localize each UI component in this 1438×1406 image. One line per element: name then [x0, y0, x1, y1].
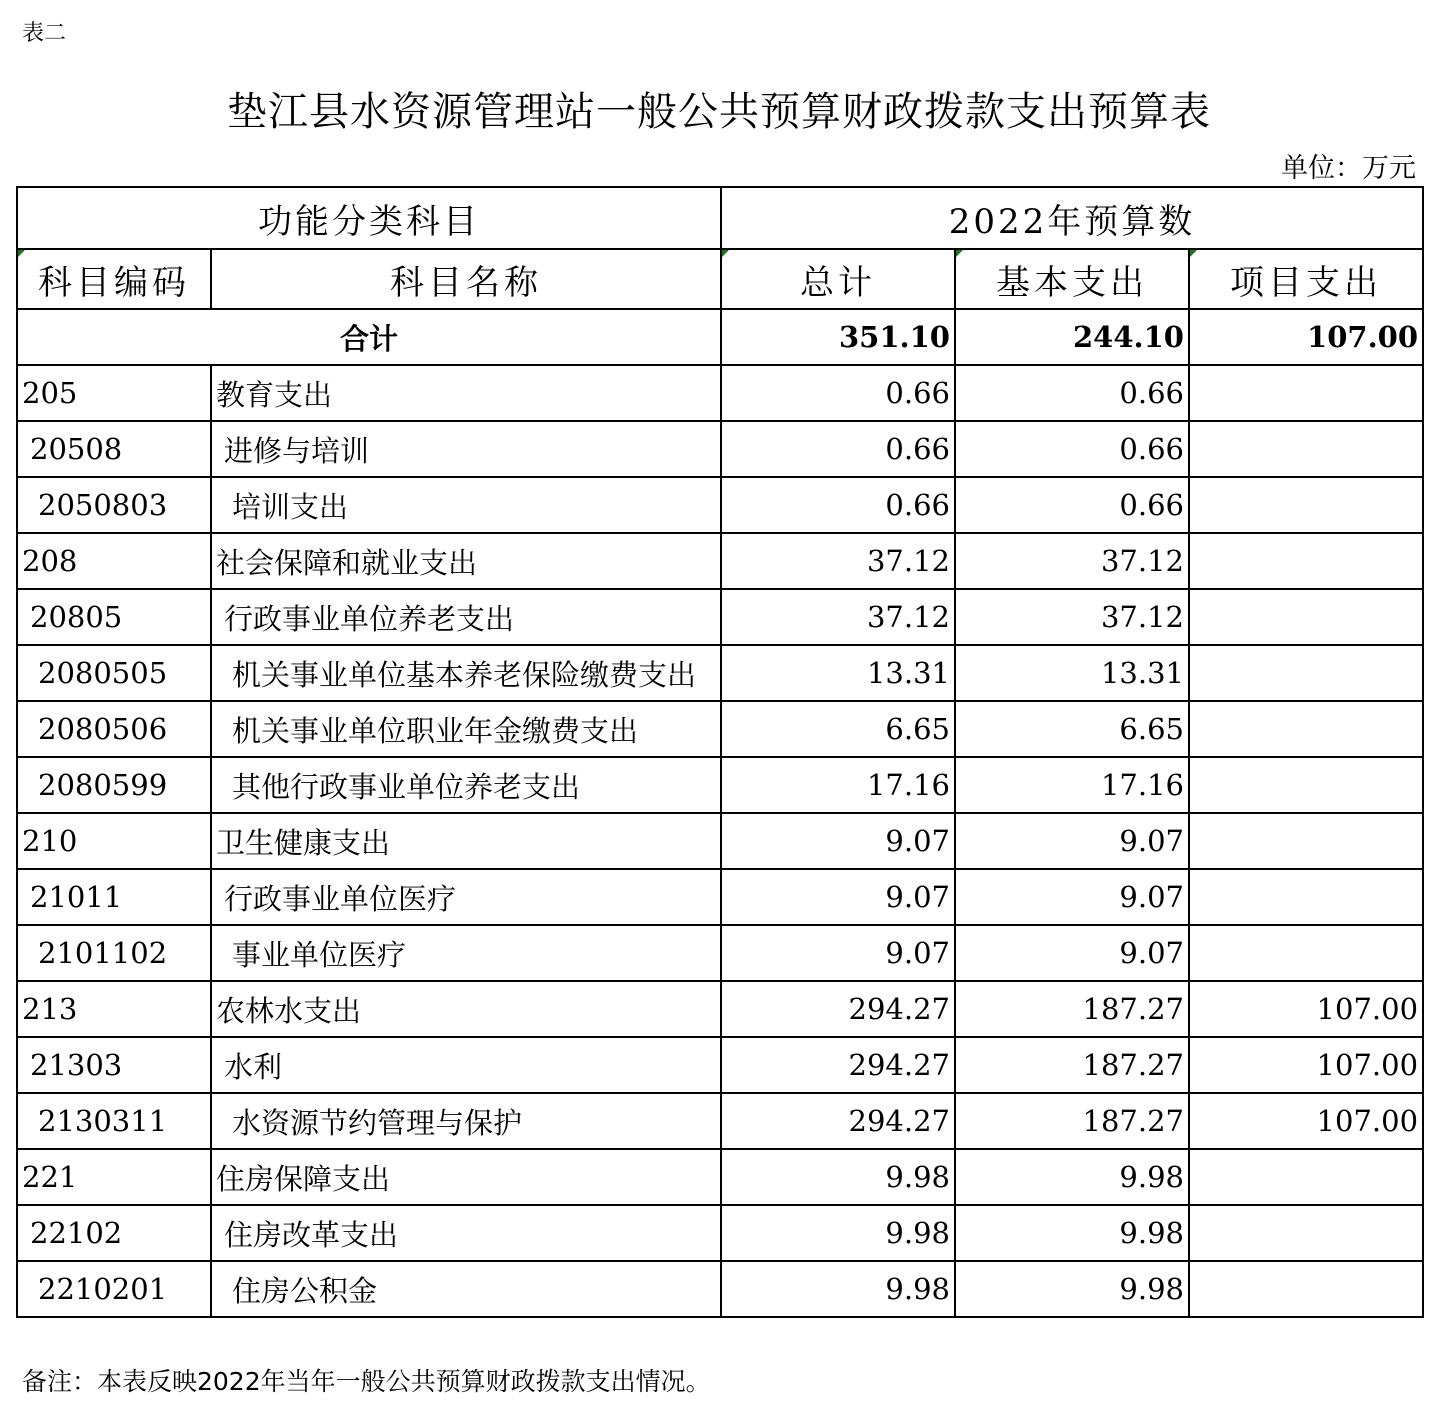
- row-code: 221: [17, 1149, 211, 1205]
- budget-table: [16, 186, 1424, 1318]
- table-row: [17, 925, 1423, 981]
- row-basic: 187.27: [955, 1037, 1189, 1093]
- row-total: 0.66: [721, 421, 955, 477]
- total-row: [17, 309, 1423, 365]
- header-name: 科目名称: [211, 249, 721, 309]
- row-basic: 9.98: [955, 1149, 1189, 1205]
- row-code: 22102: [17, 1205, 211, 1261]
- row-project: [1189, 589, 1423, 645]
- row-basic: 37.12: [955, 533, 1189, 589]
- row-total: 13.31: [721, 645, 955, 701]
- row-name: 行政事业单位医疗: [211, 869, 721, 925]
- total-label: 合计: [17, 309, 721, 365]
- header-basic: 基本支出: [955, 249, 1189, 309]
- row-project: [1189, 701, 1423, 757]
- table-row: [17, 701, 1423, 757]
- row-name: 农林水支出: [211, 981, 721, 1037]
- row-basic: 0.66: [955, 421, 1189, 477]
- row-basic: 0.66: [955, 477, 1189, 533]
- row-project: [1189, 477, 1423, 533]
- row-total: 17.16: [721, 757, 955, 813]
- header-total: 总计: [721, 249, 955, 309]
- row-basic: 9.07: [955, 813, 1189, 869]
- row-project: 107.00: [1189, 1093, 1423, 1149]
- table-row: [17, 589, 1423, 645]
- row-total: 294.27: [721, 1093, 955, 1149]
- table-row: [17, 645, 1423, 701]
- row-name: 培训支出: [211, 477, 721, 533]
- row-basic: 13.31: [955, 645, 1189, 701]
- row-project: [1189, 645, 1423, 701]
- table-row: [17, 533, 1423, 589]
- row-total: 294.27: [721, 981, 955, 1037]
- row-total: 9.98: [721, 1205, 955, 1261]
- row-basic: 187.27: [955, 981, 1189, 1037]
- row-total: 9.98: [721, 1261, 955, 1317]
- row-project: [1189, 421, 1423, 477]
- table-row: [17, 813, 1423, 869]
- row-code: 2130311: [17, 1093, 211, 1149]
- row-total: 9.98: [721, 1149, 955, 1205]
- table-number: 表二: [22, 21, 67, 46]
- row-code: 21303: [17, 1037, 211, 1093]
- row-name: 行政事业单位养老支出: [211, 589, 721, 645]
- table-row: [17, 869, 1423, 925]
- table-row: [17, 1261, 1423, 1317]
- header-row-group: [17, 187, 1423, 249]
- row-name: 进修与培训: [211, 421, 721, 477]
- row-total: 0.66: [721, 477, 955, 533]
- table-row: [17, 365, 1423, 421]
- row-code: 208: [17, 533, 211, 589]
- header-budget-2022: 2022年预算数: [721, 187, 1423, 249]
- row-code: 20805: [17, 589, 211, 645]
- row-project: [1189, 925, 1423, 981]
- row-code: 2080506: [17, 701, 211, 757]
- total-project: 107.00: [1189, 309, 1423, 365]
- row-name: 机关事业单位职业年金缴费支出: [211, 701, 721, 757]
- row-name: 社会保障和就业支出: [211, 533, 721, 589]
- row-code: 2080599: [17, 757, 211, 813]
- row-project: [1189, 1205, 1423, 1261]
- row-total: 9.07: [721, 813, 955, 869]
- row-code: 205: [17, 365, 211, 421]
- row-name: 住房改革支出: [211, 1205, 721, 1261]
- total-basic: 244.10: [955, 309, 1189, 365]
- row-project: [1189, 757, 1423, 813]
- table-row: [17, 981, 1423, 1037]
- row-code: 213: [17, 981, 211, 1037]
- footnote: 备注：本表反映2022年当年一般公共预算财政拨款支出情况。: [22, 1367, 711, 1396]
- row-basic: 9.07: [955, 925, 1189, 981]
- row-name: 水资源节约管理与保护: [211, 1093, 721, 1149]
- unit-label: 单位：万元: [1281, 153, 1416, 184]
- row-name: 住房保障支出: [211, 1149, 721, 1205]
- row-total: 37.12: [721, 589, 955, 645]
- row-name: 住房公积金: [211, 1261, 721, 1317]
- header-project: 项目支出: [1189, 249, 1423, 309]
- row-basic: 17.16: [955, 757, 1189, 813]
- row-basic: 0.66: [955, 365, 1189, 421]
- row-total: 9.07: [721, 869, 955, 925]
- total-sum: 351.10: [721, 309, 955, 365]
- row-total: 294.27: [721, 1037, 955, 1093]
- row-name: 其他行政事业单位养老支出: [211, 757, 721, 813]
- row-name: 事业单位医疗: [211, 925, 721, 981]
- table-row: [17, 421, 1423, 477]
- row-project: [1189, 533, 1423, 589]
- table-row: [17, 1149, 1423, 1205]
- row-project: [1189, 1149, 1423, 1205]
- row-code: 21011: [17, 869, 211, 925]
- row-project: 107.00: [1189, 1037, 1423, 1093]
- row-project: [1189, 1261, 1423, 1317]
- row-code: 20508: [17, 421, 211, 477]
- row-project: [1189, 365, 1423, 421]
- row-total: 0.66: [721, 365, 955, 421]
- row-total: 6.65: [721, 701, 955, 757]
- row-project: [1189, 869, 1423, 925]
- row-basic: 9.98: [955, 1205, 1189, 1261]
- header-row-columns: [17, 249, 1423, 309]
- row-basic: 9.07: [955, 869, 1189, 925]
- row-name: 水利: [211, 1037, 721, 1093]
- row-code: 210: [17, 813, 211, 869]
- row-total: 37.12: [721, 533, 955, 589]
- table-row: [17, 1205, 1423, 1261]
- row-code: 2101102: [17, 925, 211, 981]
- row-total: 9.07: [721, 925, 955, 981]
- table-row: [17, 477, 1423, 533]
- row-project: [1189, 813, 1423, 869]
- row-name: 卫生健康支出: [211, 813, 721, 869]
- row-basic: 187.27: [955, 1093, 1189, 1149]
- page-title: 垫江县水资源管理站一般公共预算财政拨款支出预算表: [227, 89, 1211, 135]
- row-code: 2210201: [17, 1261, 211, 1317]
- row-project: 107.00: [1189, 981, 1423, 1037]
- table-row: [17, 1093, 1423, 1149]
- row-name: 教育支出: [211, 365, 721, 421]
- header-function-category: 功能分类科目: [17, 187, 721, 249]
- header-code: 科目编码: [17, 249, 211, 309]
- table-row: [17, 757, 1423, 813]
- row-name: 机关事业单位基本养老保险缴费支出: [211, 645, 721, 701]
- row-basic: 9.98: [955, 1261, 1189, 1317]
- row-basic: 6.65: [955, 701, 1189, 757]
- table-row: [17, 1037, 1423, 1093]
- row-code: 2050803: [17, 477, 211, 533]
- row-code: 2080505: [17, 645, 211, 701]
- row-basic: 37.12: [955, 589, 1189, 645]
